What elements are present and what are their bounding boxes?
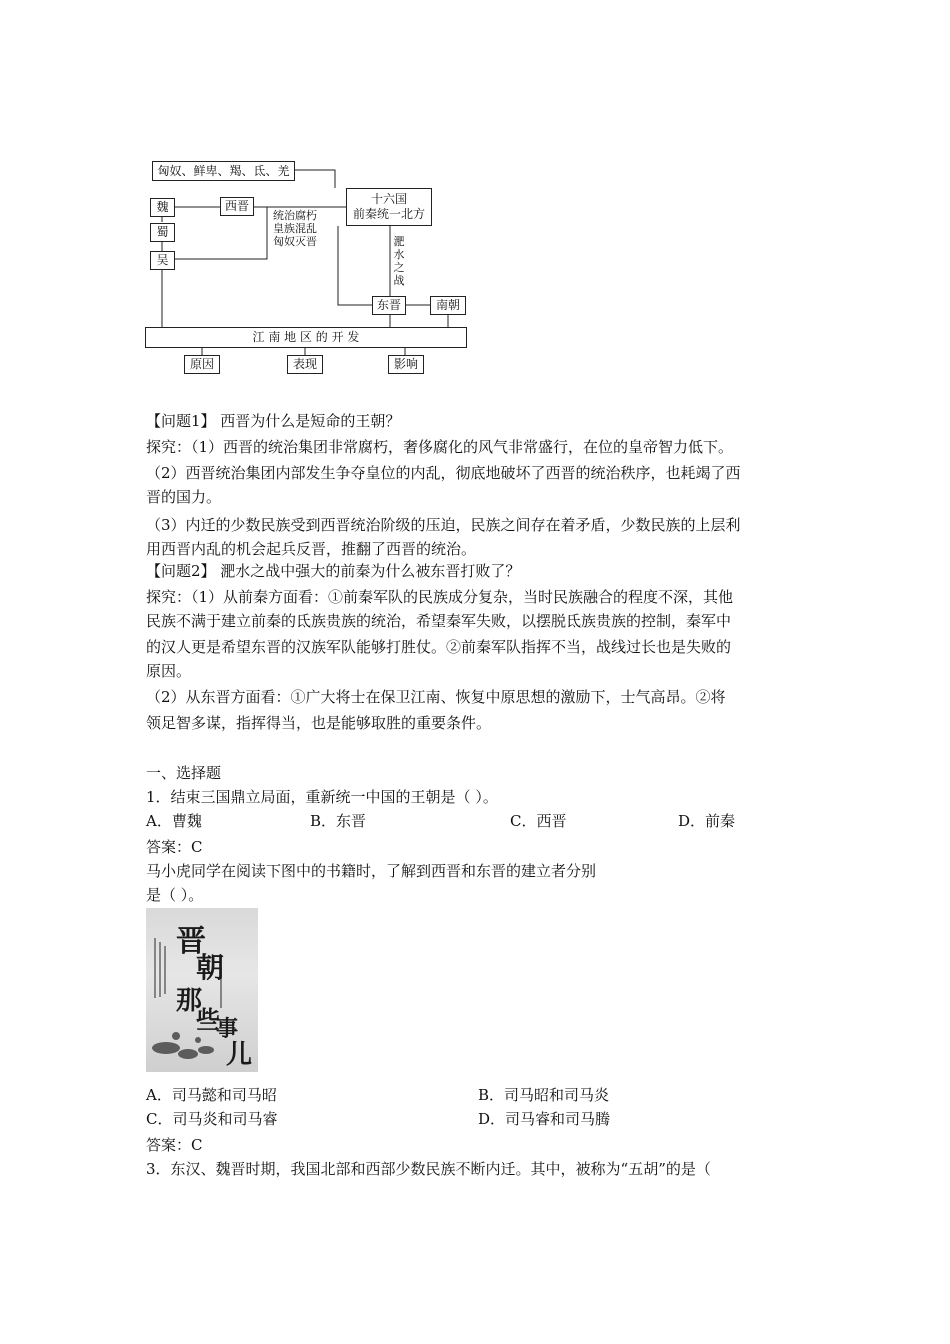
cause-2: 皇族混乱 [273, 222, 317, 235]
book-title-char-1: 晋 [176, 924, 206, 959]
q2-option-d: D．司马睿和司马腾 [478, 1110, 611, 1128]
history-flow-diagram [140, 155, 480, 380]
q1-stem: 1．结束三国鼎立局面，重新统一中国的王朝是（ ）。 [146, 788, 498, 806]
influence-box: 影响 [388, 355, 424, 374]
southern-dynasties-box: 南朝 [430, 296, 466, 315]
q1-option-d: D．前秦 [678, 812, 736, 830]
wei-box: 魏 [150, 198, 175, 217]
question-1-point-1: 探究：（1）西晋的统治集团非常腐朽，奢侈腐化的风气非常盛行，在位的皇帝智力低下。 [146, 438, 734, 456]
manifest-box: 表现 [287, 355, 323, 374]
question-1-point-3: （3）内迁的少数民族受到西晋统治阶级的压迫，民族之间存在着矛盾，少数民族的上层利 [146, 516, 741, 534]
reason-box: 原因 [184, 355, 220, 374]
book-title-char-2: 朝 [196, 951, 225, 984]
q1-options [146, 808, 816, 834]
feishui-battle-label [393, 235, 405, 287]
book-title-char-6: 儿 [226, 1040, 253, 1070]
q2-option-b: B．司马昭和司马炎 [478, 1086, 610, 1104]
former-qin-label: 前秦统一北方 [352, 207, 425, 221]
question-2-point-1-cont-a: 民族不满于建立前秦的氐族贵族的统治，希望秦军失败，以摆脱氐族贵族的控制，秦军中 [146, 612, 732, 630]
question-2-title: 【问题2】 淝水之战中强大的前秦为什么被东晋打败了？ [146, 562, 521, 580]
q2-option-c: C．司马炎和司马睿 [146, 1110, 278, 1128]
q2-options-row-2 [146, 1106, 816, 1132]
book-title-char-3: 那 [176, 986, 203, 1016]
q2-option-a: A．司马懿和司马昭 [146, 1086, 277, 1104]
cause-1: 统治腐朽 [273, 209, 317, 222]
q2-options-row-1 [146, 1082, 816, 1108]
question-2-point-1: 探究：（1）从前秦方面看：①前秦军队的民族成分复杂，当时民族融合的程度不深，其他 [146, 588, 734, 606]
q2-stem-line-1: 马小虎同学在阅读下图中的书籍时，了解到西晋和东晋的建立者分别 [146, 862, 597, 880]
tribes-box: 匈奴、鲜卑、羯、氐、羌 [152, 161, 295, 181]
feishui-char-3: 之 [393, 261, 405, 274]
q3-stem: 3．东汉、魏晋时期，我国北部和西部少数民族不断内迁。其中，被称为“五胡”的是（ [146, 1160, 711, 1178]
feishui-char-2: 水 [393, 248, 405, 261]
question-2-point-2-cont: 领足智多谋，指挥得当，也是能够取胜的重要条件。 [146, 714, 492, 732]
shu-box: 蜀 [150, 223, 175, 242]
question-1-title: 【问题1】 西晋为什么是短命的王朝？ [146, 412, 401, 430]
book-title-char-4: 些 [196, 1005, 220, 1034]
sixteen-kingdoms-label: 十六国 [370, 192, 407, 206]
western-jin-box: 西晋 [220, 197, 254, 216]
feishui-char-1: 淝 [393, 235, 405, 248]
q2-answer: 答案：C [146, 1136, 203, 1154]
eastern-jin-box: 东晋 [372, 296, 406, 315]
question-2-point-2: （2）从东晋方面看：①广大将士在保卫江南、恢复中原思想的激励下，士气高昂。②将 [146, 688, 726, 706]
sixteen-kingdoms-box [346, 188, 432, 226]
q2-stem-line-2: 是（ ）。 [146, 886, 204, 904]
book-cover-image [146, 908, 258, 1072]
section-title: 一、选择题 [146, 764, 222, 782]
q1-option-a: A．曹魏 [146, 812, 202, 830]
western-jin-causes [273, 209, 317, 248]
question-2-point-1-cont-c: 原因。 [146, 662, 192, 680]
jiangnan-development-box: 江 南 地 区 的 开 发 [145, 327, 467, 348]
question-1-point-2: （2）西晋统治集团内部发生争夺皇位的内乱，彻底地破坏了西晋的统治秩序，也耗竭了西 [146, 464, 741, 482]
question-1-point-3-cont: 用西晋内乱的机会起兵反晋，推翻了西晋的统治。 [146, 540, 477, 558]
question-1-point-2-cont: 晋的国力。 [146, 488, 222, 506]
wu-box: 吴 [150, 251, 175, 270]
question-2-point-1-cont-b: 的汉人更是希望东晋的汉族军队能够打胜仗。②前秦军队指挥不当，战线过长也是失败的 [146, 638, 732, 656]
q1-option-b: B．东晋 [310, 812, 367, 830]
q1-answer: 答案：C [146, 838, 203, 856]
q1-option-c: C．西晋 [510, 812, 567, 830]
book-title-char-5: 事 [216, 1016, 239, 1042]
cause-3: 匈奴灭晋 [273, 235, 317, 248]
feishui-char-4: 战 [393, 274, 405, 287]
